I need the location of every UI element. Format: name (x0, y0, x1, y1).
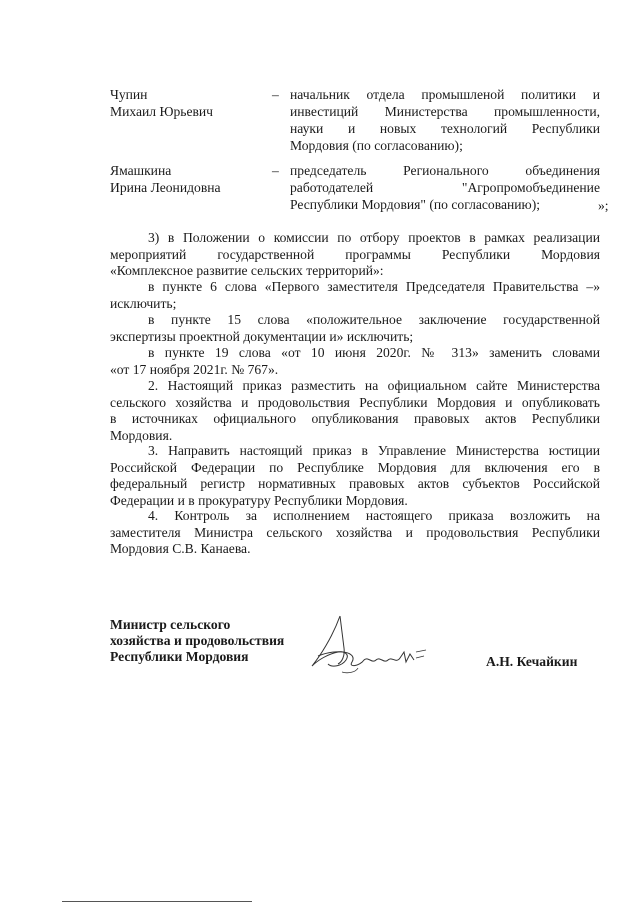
paragraph-item-3c (110, 345, 600, 378)
paragraph-line: 3) в Положении о комиссии по отбору проектов в рамках реализации (148, 230, 600, 245)
signatory-title-line: хозяйства и продовольствия (110, 633, 285, 648)
role-line: науки и новых технологий Республики (290, 121, 600, 136)
member-surname: Чупин (110, 87, 148, 102)
member-role (290, 162, 600, 213)
paragraph-line: «Комплексное развитие сельских территорий»: (110, 263, 384, 278)
closing-quote: »; (598, 198, 609, 213)
role-line: Республики Мордовия" (по согласованию); (290, 197, 541, 212)
paragraph-line: мероприятий государственной программы Республики Мордовия (110, 246, 600, 262)
dash-separator: – (272, 163, 279, 178)
paragraph-line: в пункте 19 слова «от 10 июня 2020г. № 313» заменить словами (148, 345, 600, 360)
role-line: начальник отдела промышленой политики и (290, 87, 600, 102)
paragraph-line: 4. Контроль за исполнением настоящего приказа возложить на (148, 508, 600, 523)
signatory-title-line: Республики Мордовия (110, 649, 249, 664)
paragraph-line: Российской Федерации по Республике Мордовия для включения его в (110, 459, 600, 475)
paragraph-line: федеральный регистр нормативных правовых актов субъектов Российской (110, 476, 600, 491)
paragraph-4 (110, 508, 600, 558)
paragraph-item-3a (110, 279, 600, 312)
paragraph-line: заместителя Министра сельского хозяйства и продовольствия Республики (110, 524, 600, 540)
paragraph-line: Федерации и в прокуратуру Республики Мордовия. (110, 492, 408, 508)
paragraph-line: Мордовия. (110, 427, 173, 443)
role-line: председатель Регионального объединения (290, 163, 600, 178)
signatory-title (110, 617, 284, 665)
paragraph-2 (110, 378, 600, 444)
role-line: Мордовия (по согласованию); (290, 138, 463, 153)
paragraph-3 (110, 443, 600, 509)
paragraph-item-3b (110, 312, 600, 345)
member-first-name: Ирина Леонидовна (110, 180, 221, 195)
paragraph-line: сельского хозяйства и продовольствия Республики Мордовия и опубликовать (110, 394, 600, 410)
member-role (290, 86, 600, 154)
paragraph-line: 3. Направить настоящий приказ в Управление Министерства юстиции (148, 443, 600, 458)
paragraph-line: 2. Настоящий приказ разместить на официальном сайте Министерства (148, 378, 600, 393)
member-name (110, 86, 270, 120)
signatory-title-line: Министр сельского (110, 617, 231, 632)
paragraph-line: в пункте 15 слова «положительное заключение государственной (148, 312, 600, 327)
paragraph-line: Мордовия С.В. Канаева. (110, 541, 251, 556)
footer-divider (62, 901, 252, 902)
paragraph-line: в пункте 6 слова «Первого заместителя Председателя Правительства –» (148, 279, 600, 294)
signatory-name: А.Н. Кечайкин (486, 654, 578, 669)
paragraph-line: экспертизы проектной документации и» исключить; (110, 328, 414, 344)
paragraph-line: исключить; (110, 295, 177, 311)
role-line: инвестиций Министерства промышленности, (290, 104, 600, 119)
paragraph-item-3 (110, 230, 600, 280)
handwritten-signature (298, 608, 438, 678)
member-first-name: Михаил Юрьевич (110, 104, 214, 119)
role-line: работодателей "Агропромобъединение (290, 180, 600, 195)
paragraph-line: «от 17 ноября 2021г. № 767». (110, 361, 279, 377)
member-surname: Ямашкина (110, 163, 172, 178)
paragraph-line: в источниках официального опубликования правовых актов Республики (110, 411, 600, 426)
member-name (110, 162, 270, 196)
dash-separator: – (272, 87, 279, 102)
